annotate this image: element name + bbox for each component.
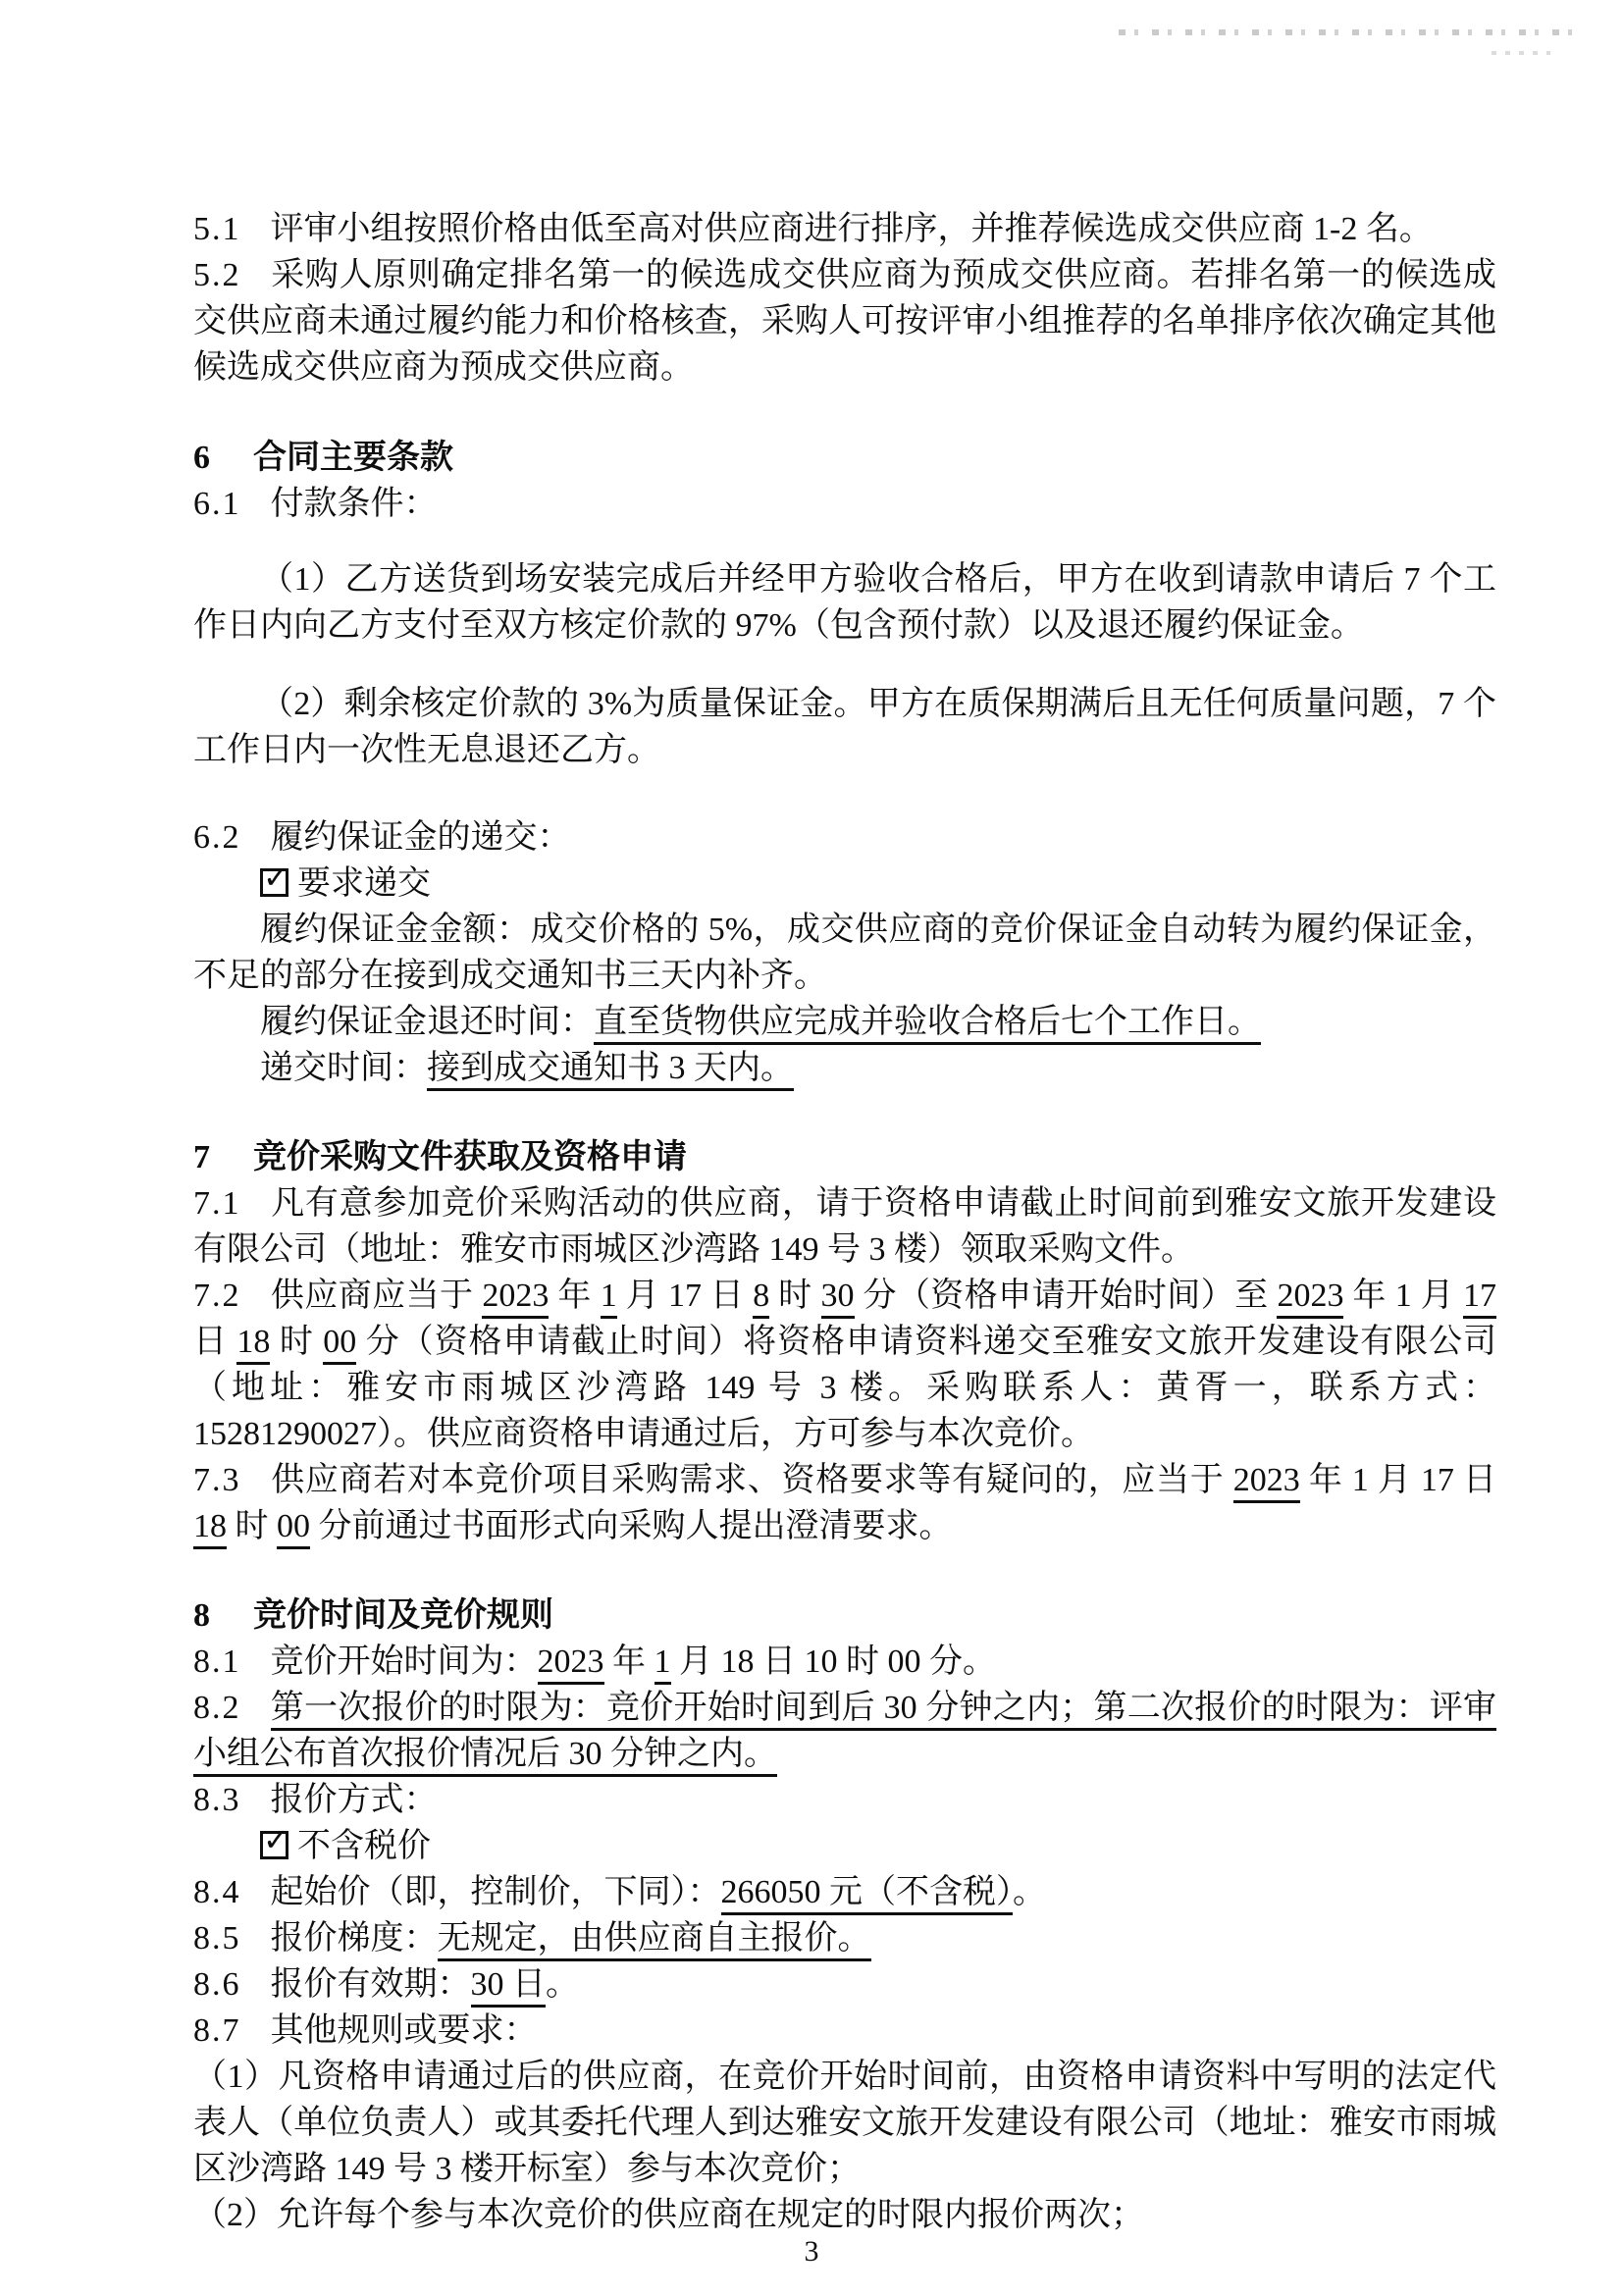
paragraph-s8-4 [193, 1869, 1496, 1915]
underlined-text: 直至货物供应完成并验收合格后七个工作日。 [594, 1004, 1261, 1045]
item-number: 7.1 [193, 1185, 241, 1222]
text-segment: 起始价（即，控制价，下同）： [270, 1874, 721, 1910]
paragraph-s6-1 [193, 481, 1496, 527]
text-segment: 分（资格申请截止时间）将资格申请资料递交至雅安文旅开发建设有限公司（地址：雅安市雨城区沙湾路 149 号 3 楼。采购联系人：黄胥一，联系方式：15281290027）。供应商资格申请通过后，方可参与本次竞价。 [193, 1324, 1497, 1452]
paragraph-s8-5 [193, 1915, 1496, 1961]
paragraph-cb-6-2 [193, 861, 1496, 907]
text-segment: 月 17 日 [616, 1278, 754, 1314]
underlined-text: 2023 [1233, 1462, 1300, 1503]
underlined-text: 00 [277, 1508, 310, 1549]
text-segment: 报价有效期： [270, 1966, 471, 2003]
item-number: 8 [193, 1597, 212, 1634]
underlined-text: 无规定，由供应商自主报价。 [438, 1920, 871, 1961]
text-segment: （2）允许每个参与本次竞价的供应商在规定的时限内报价两次； [193, 2197, 1144, 2233]
item-number: 8.4 [193, 1874, 241, 1910]
text-segment: 分（资格申请开始时间）至 [854, 1278, 1278, 1314]
text-segment: 履约保证金金额：成交价格的 5%，成交供应商的竞价保证金自动转为履约保证金，不足的部分在接到成交通知书三天内补齐。 [193, 912, 1496, 994]
page-footer [0, 2235, 1623, 2269]
item-number: 7.2 [193, 1278, 241, 1314]
text-segment: 凡有意参加竞价采购活动的供应商，请于资格申请截止时间前到雅安文旅开发建设有限公司（地址：雅安市雨城区沙湾路 149 号 3 楼）领取采购文件。 [193, 1185, 1496, 1268]
underlined-text: 30 日 [471, 1966, 547, 2008]
checked-checkbox-icon [260, 1831, 288, 1859]
paragraph-p-submit [193, 1045, 1496, 1091]
text-segment: 时 [769, 1278, 821, 1314]
text-segment: （2）剩余核定价款的 3%为质量保证金。甲方在质保期满后且无任何质量问题，7 个工作日内一次性无息退还乙方。 [193, 686, 1496, 768]
text-segment: 合同主要条款 [253, 440, 453, 476]
checked-checkbox-icon [260, 868, 288, 897]
paragraph-p6-1-1 [193, 556, 1496, 649]
paragraph-s7-2 [193, 1273, 1496, 1457]
underlined-text: 第一次报价的时限为：竞价开始时间到后 30 分钟之内；第二次报价的时限为：评审小组公布首次报价情况后 30 分钟之内。 [193, 1690, 1496, 1777]
item-number: 6.2 [193, 819, 241, 856]
paragraph-s5-2 [193, 252, 1496, 391]
item-number: 8.6 [193, 1966, 241, 2003]
text-segment: 供应商若对本竞价项目采购需求、资格要求等有疑问的，应当于 [270, 1462, 1233, 1498]
text-segment: 日 [193, 1324, 237, 1360]
paragraph-p-refund [193, 999, 1496, 1045]
underlined-text: 1 [654, 1644, 671, 1685]
underlined-text: 266050 元（不含税） [721, 1874, 1014, 1915]
underlined-text: 接到成交通知书 3 天内。 [427, 1050, 794, 1091]
page-number: 3 [804, 2235, 819, 2268]
paragraph-s5-1 [193, 206, 1496, 252]
text-segment: （1）乙方送货到场安装完成后并经甲方验收合格后，甲方在收到请款申请后 7 个工作日内向乙方支付至双方核定价款的 97%（包含预付款）以及退还履约保证金。 [193, 561, 1496, 644]
text-segment: 付款条件： [270, 486, 438, 522]
paragraph-cb-8-3 [193, 1823, 1496, 1869]
paragraph-h8 [193, 1592, 1496, 1639]
text-segment: 竞价时间及竞价规则 [253, 1597, 553, 1634]
item-number: 8.5 [193, 1920, 241, 1957]
item-number: 8.7 [193, 2012, 241, 2049]
item-number: 7 [193, 1139, 212, 1175]
text-segment: （1）凡资格申请通过后的供应商，在竞价开始时间前，由资格申请资料中写明的法定代表人（单位负责人）或其委托代理人到达雅安文旅开发建设有限公司（地址：雅安市雨城区沙湾路 149 号 3 楼开标室）参与本次竞价； [193, 2059, 1496, 2187]
item-number: 8.1 [193, 1644, 241, 1680]
paragraph-r8-7-2 [193, 2192, 1496, 2238]
text-segment: 递交时间： [260, 1050, 427, 1086]
text-segment: 年 1 月 17 日 [1299, 1462, 1497, 1498]
paragraph-s7-3 [193, 1457, 1496, 1549]
paragraph-h7 [193, 1134, 1496, 1180]
text-segment: 时 [270, 1324, 324, 1360]
underlined-text: 1 [601, 1278, 617, 1319]
scan-artifact-dots [1119, 29, 1580, 35]
paragraph-s8-2 [193, 1685, 1496, 1777]
text-segment: 报价方式： [270, 1782, 438, 1818]
text-segment: 。 [546, 1966, 579, 2003]
paragraph-p6-1-2 [193, 681, 1496, 773]
underlined-text: 00 [323, 1324, 356, 1365]
paragraph-s8-3 [193, 1777, 1496, 1823]
underlined-text: 2023 [482, 1278, 549, 1319]
item-number: 8.2 [193, 1690, 241, 1726]
text-segment: 竞价采购文件获取及资格申请 [253, 1139, 687, 1175]
text-segment: 报价梯度： [270, 1920, 438, 1957]
paragraph-s7-1 [193, 1180, 1496, 1273]
underlined-text: 8 [753, 1278, 769, 1319]
item-number: 6.1 [193, 486, 241, 522]
item-number: 6 [193, 440, 212, 476]
underlined-text: 18 [236, 1324, 270, 1365]
paragraph-h6 [193, 435, 1496, 481]
text-segment: 年 1 月 [1343, 1278, 1464, 1314]
text-segment: 。 [1013, 1874, 1046, 1910]
text-segment: 时 [227, 1508, 277, 1544]
item-number: 7.3 [193, 1462, 241, 1498]
underlined-text: 2023 [1277, 1278, 1343, 1319]
paragraph-s6-2 [193, 814, 1496, 861]
paragraph-s8-6 [193, 1961, 1496, 2008]
text-segment: 供应商应当于 [270, 1278, 483, 1314]
text-segment: 年 [603, 1644, 654, 1680]
paragraph-s8-1 [193, 1639, 1496, 1685]
text-segment: 评审小组按照价格由低至高对供应商进行排序，并推荐候选成交供应商 1-2 名。 [270, 211, 1433, 247]
underlined-text: 2023 [538, 1644, 604, 1685]
text-segment: 月 18 日 10 时 00 分。 [670, 1644, 996, 1680]
underlined-text: 30 [821, 1278, 855, 1319]
underlined-text: 18 [193, 1508, 227, 1549]
text-segment: 要求递交 [297, 865, 431, 902]
scan-artifact-dots-small [1492, 51, 1550, 55]
item-number: 5.1 [193, 211, 241, 247]
text-segment: 履约保证金的递交： [270, 819, 571, 856]
text-segment: 竞价开始时间为： [270, 1644, 538, 1680]
paragraph-p-amount [193, 907, 1496, 999]
paragraph-s8-7 [193, 2008, 1496, 2054]
paragraph-r8-7-1 [193, 2054, 1496, 2192]
text-segment: 采购人原则确定排名第一的候选成交供应商为预成交供应商。若排名第一的候选成交供应商未通过履约能力和价格核查，采购人可按评审小组推荐的名单排序依次确定其他候选成交供应商为预成交供应商。 [193, 257, 1496, 386]
text-segment: 其他规则或要求： [270, 2012, 538, 2049]
text-segment: 年 [549, 1278, 601, 1314]
item-number: 8.3 [193, 1782, 241, 1818]
text-segment: 分前通过书面形式向采购人提出澄清要求。 [310, 1508, 953, 1544]
text-segment: 履约保证金退还时间： [260, 1004, 594, 1040]
document-body [193, 206, 1496, 2238]
text-segment: 不含税价 [297, 1828, 431, 1864]
item-number: 5.2 [193, 257, 241, 293]
underlined-text: 17 [1463, 1278, 1496, 1319]
